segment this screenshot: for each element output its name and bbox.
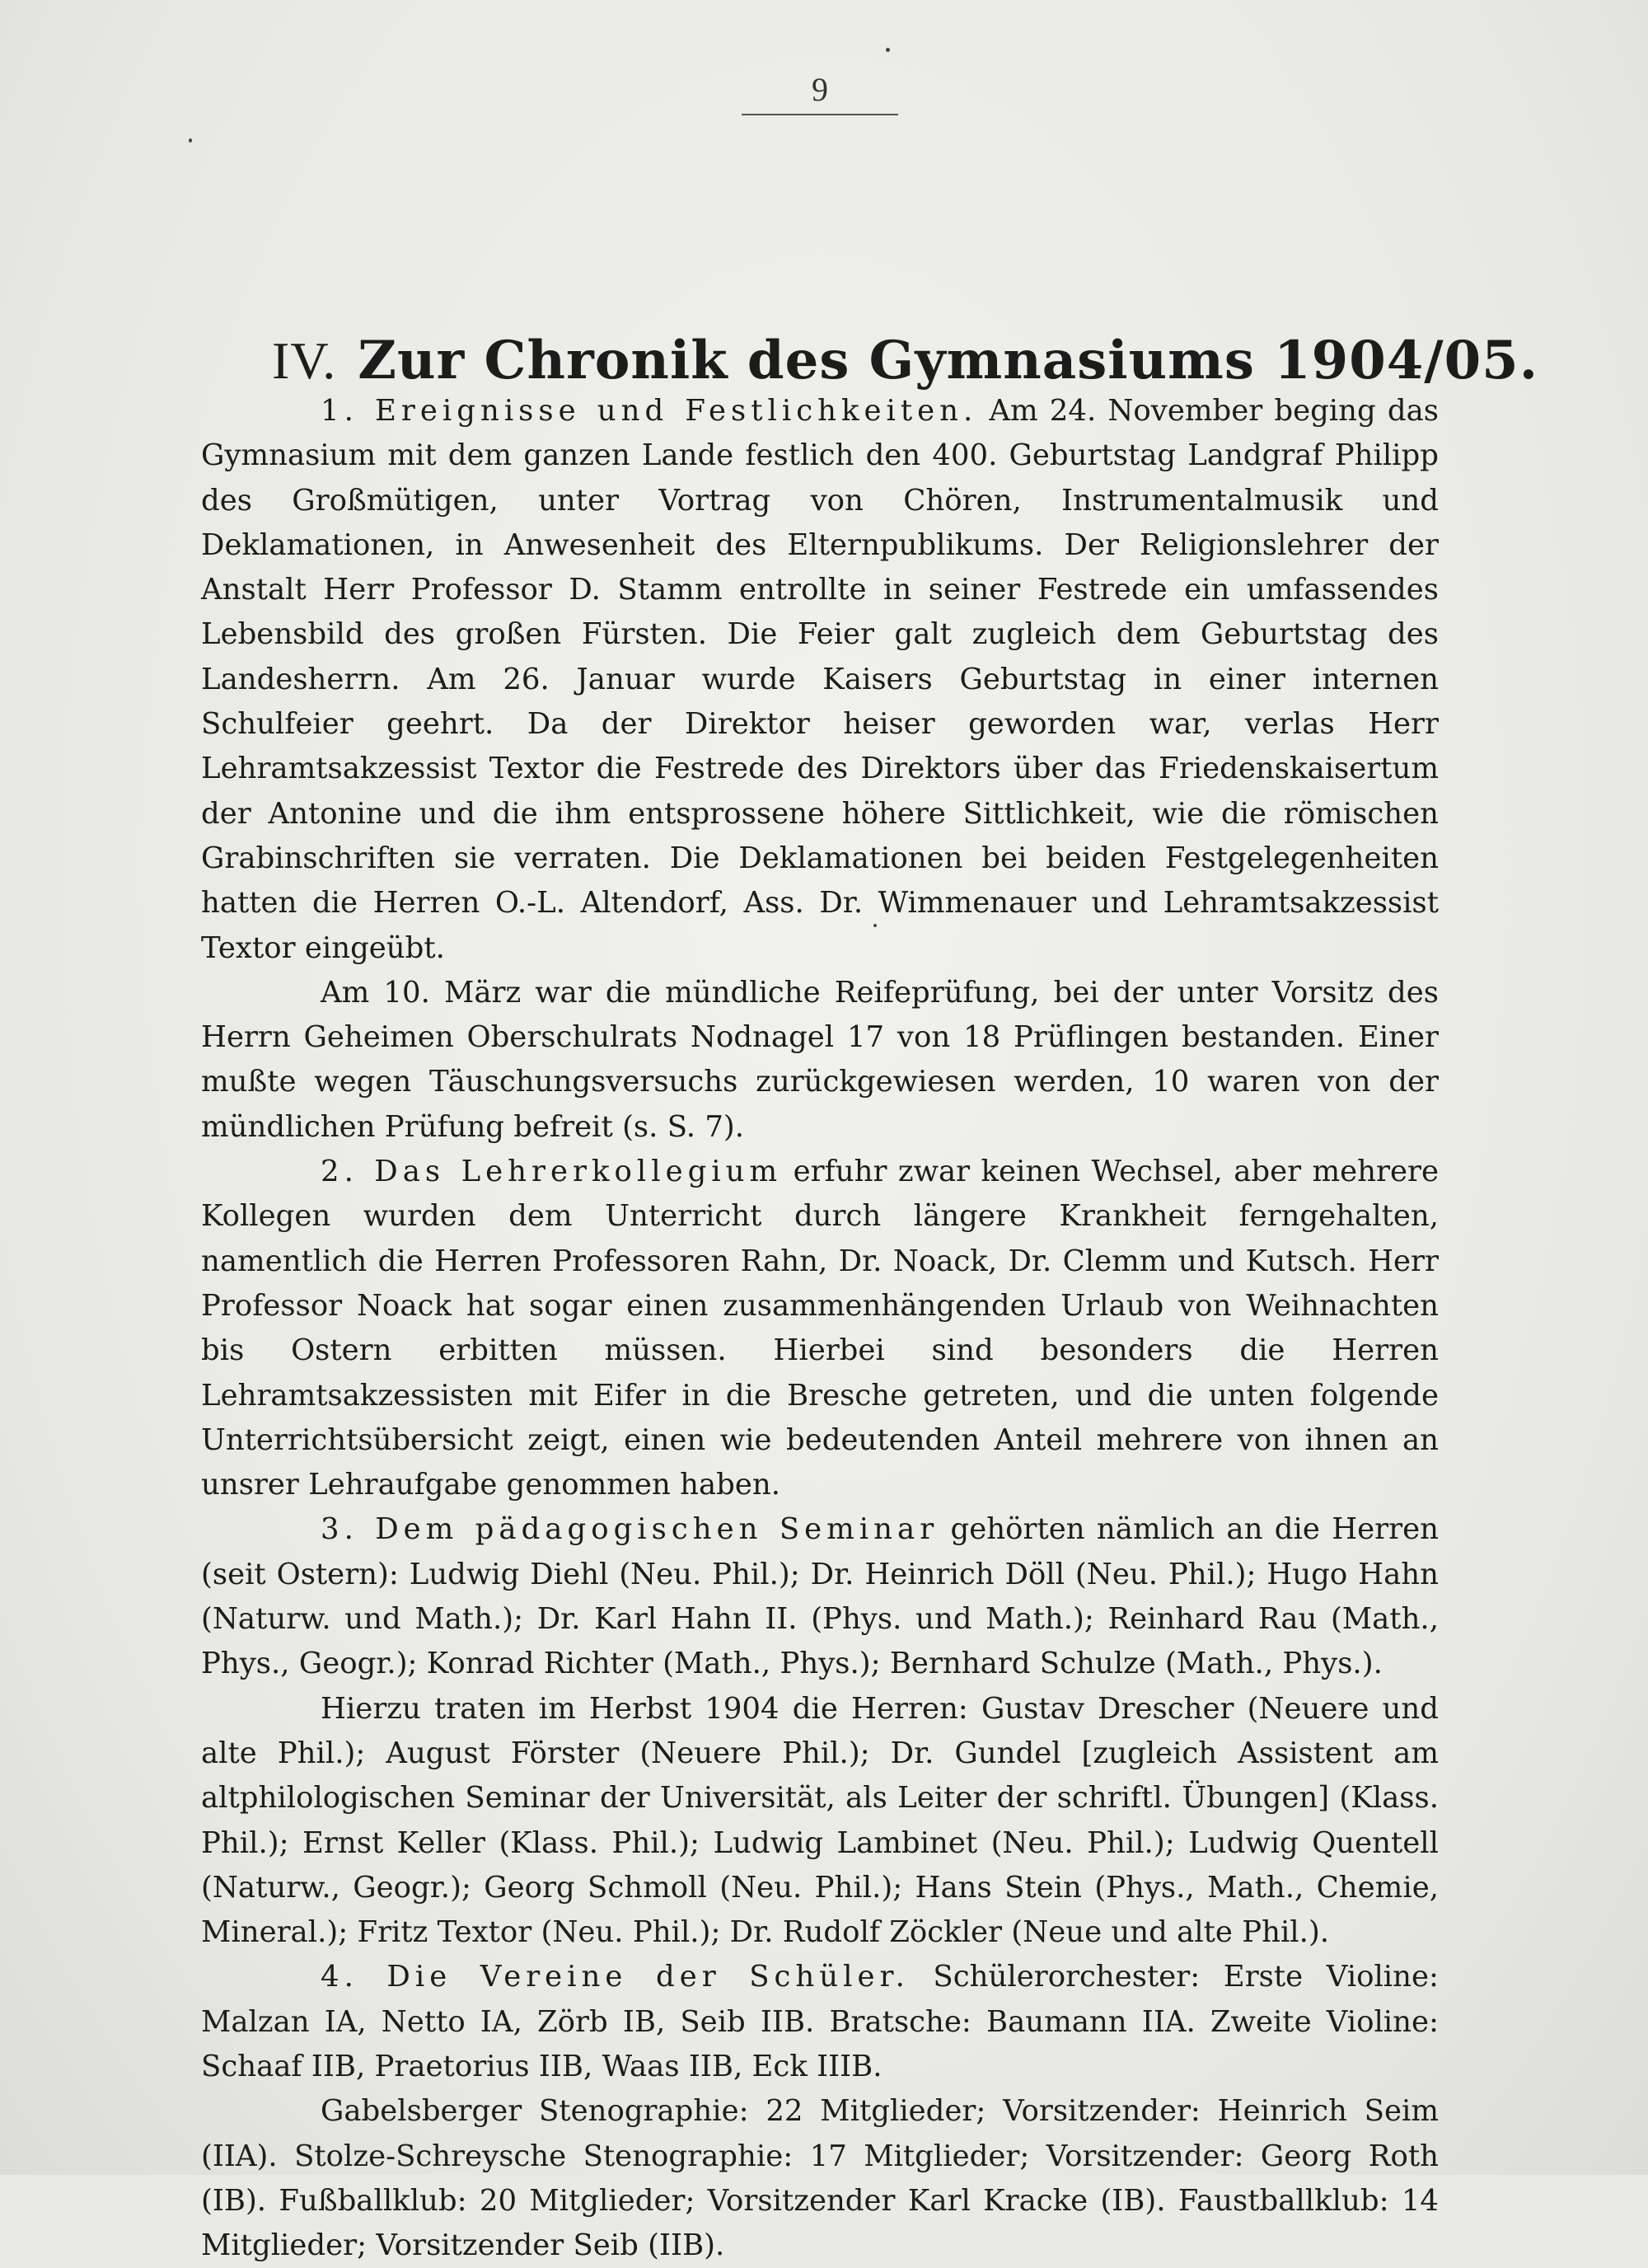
paragraph-text: Am 10. März war die mündliche Reifeprüfung, bei der unter Vorsitz des Herrn Geheimen Oberschulrats Nodnagel 17 von 18 Prüflingen bestanden. Einer mußte wegen Täuschungsversuchs zurückgewiesen werden, 10 waren von der mündlichen Prüfung befreit (s. S. 7). [201,975,1439,1144]
page-number-rule [742,114,898,115]
body-text [201,389,1439,2268]
ink-speck [886,48,890,52]
paragraph-text: Gabelsberger Stenographie: 22 Mitglieder; Vorsitzender: Heinrich Seim (IIA). Stolze-Schreysche Stenographie: 17 Mitglieder; Vorsitzender: Georg Roth (IB). Fußballklub: 20 Mitglieder; Vorsitzender Karl Kracke (IB). Faustballklub: 14 Mitglieder; Vorsitzender Seib (IIB). [201,2094,1439,2263]
paragraph-5 [201,1687,1439,1956]
section-heading: 2. Das Lehrerkollegium [321,1155,783,1189]
paragraph-4 [201,1507,1439,1686]
chapter-numeral: IV. [272,330,337,390]
section-heading: 1. Ereignisse und Festlichkeiten. [321,394,978,428]
paragraph-7 [201,2089,1439,2268]
paragraph-text: Hierzu traten im Herbst 1904 die Herren: Gustav Drescher (Neuere und alte Phil.); August Förster (Neuere Phil.); Dr. Gundel [zugleich Assistent am altphilologischen Seminar der Universität, als Leiter der schriftl. Übungen] (Klass. Phil.); Ernst Keller (Klass. Phil.); Ludwig Lambinet (Neu. Phil.); Ludwig Quentell (Naturw., Geogr.); Georg Schmoll (Neu. Phil.); Hans Stein (Phys., Math., Chemie, Mineral.); Fritz Textor (Neu. Phil.); Dr. Rudolf Zöckler (Neue und alte Phil.). [201,1691,1439,1950]
paragraph-2 [201,971,1439,1150]
chapter-heading: Zur Chronik des Gymnasiums 1904/05. [358,329,1538,391]
paragraph-3 [201,1150,1439,1507]
section-heading: 3. Dem pädagogischen Seminar [321,1512,939,1547]
section-heading: 4. Die Vereine der Schüler. [321,1960,910,1994]
paragraph-text: Am 24. November beging das Gymnasium mit dem ganzen Lande festlich den 400. Geburtstag Landgraf Philipp des Großmütigen, unter Vortrag von Chören, Instrumentalmusik und Deklamationen, in Anwesenheit des Elternpublikums. Der Religionslehrer der Anstalt Herr Professor D. Stamm entrollte in seiner Festrede ein umfassendes Lebensbild des großen Fürsten. Die Feier galt zugleich dem Geburtstag des Landesherrn. Am 26. Januar wurde Kaisers Geburtstag in einer internen Schulfeier geehrt. Da der Direktor heiser geworden war, verlas Herr Lehramtsakzessist Textor die Festrede des Direktors über das Friedenskaisertum der Antonine und die ihm entsprossene höhere Sittlichkeit, wie die römischen Grabinschriften sie verraten. Die Deklamationen bei beiden Festgelegenheiten hatten die Herren O.-L. Altendorf, Ass. Dr. Wimmenauer und Lehramtsakzessist Textor eingeübt. [201,394,1439,965]
paragraph-text: gehörten nämlich an die Herren (seit Ostern): Ludwig Diehl (Neu. Phil.); Dr. Heinrich Döll (Neu. Phil.); Hugo Hahn (Naturw. und Math.); Dr. Karl Hahn II. (Phys. und Math.); Reinhard Rau (Math., Phys., Geogr.); Konrad Richter (Math., Phys.); Bernhard Schulze (Math., Phys.). [201,1512,1439,1681]
paragraph-text: erfuhr zwar keinen Wechsel, aber mehrere Kollegen wurden dem Unterricht durch längere Krankheit ferngehalten, namentlich die Herren Professoren Rahn, Dr. Noack, Dr. Clemm und Kutsch. Herr Professor Noack hat sogar einen zusammenhängenden Urlaub von Weihnachten bis Ostern erbitten müssen. Hierbei sind besonders die Herren Lehramtsakzessisten mit Eifer in die Bresche getreten, und die unten folgende Unterrichtsübersicht zeigt, einen wie bedeutenden Anteil mehrere von ihnen an unsrer Lehraufgabe genommen haben. [201,1155,1439,1502]
ink-speck [189,138,192,143]
chapter-title [272,328,1538,394]
paragraph-6 [201,1955,1439,2089]
paragraph-1 [201,389,1439,971]
paragraph-text: Schülerorchester: Erste Violine: Malzan IA, Netto IA, Zörb IB, Seib IIB. Bratsche: Baumann IIA. Zweite Violine: Schaaf IIB, Praetorius IIB, Waas IIB, Eck IIIB. [201,1960,1439,2083]
page-number: 9 [812,71,828,108]
